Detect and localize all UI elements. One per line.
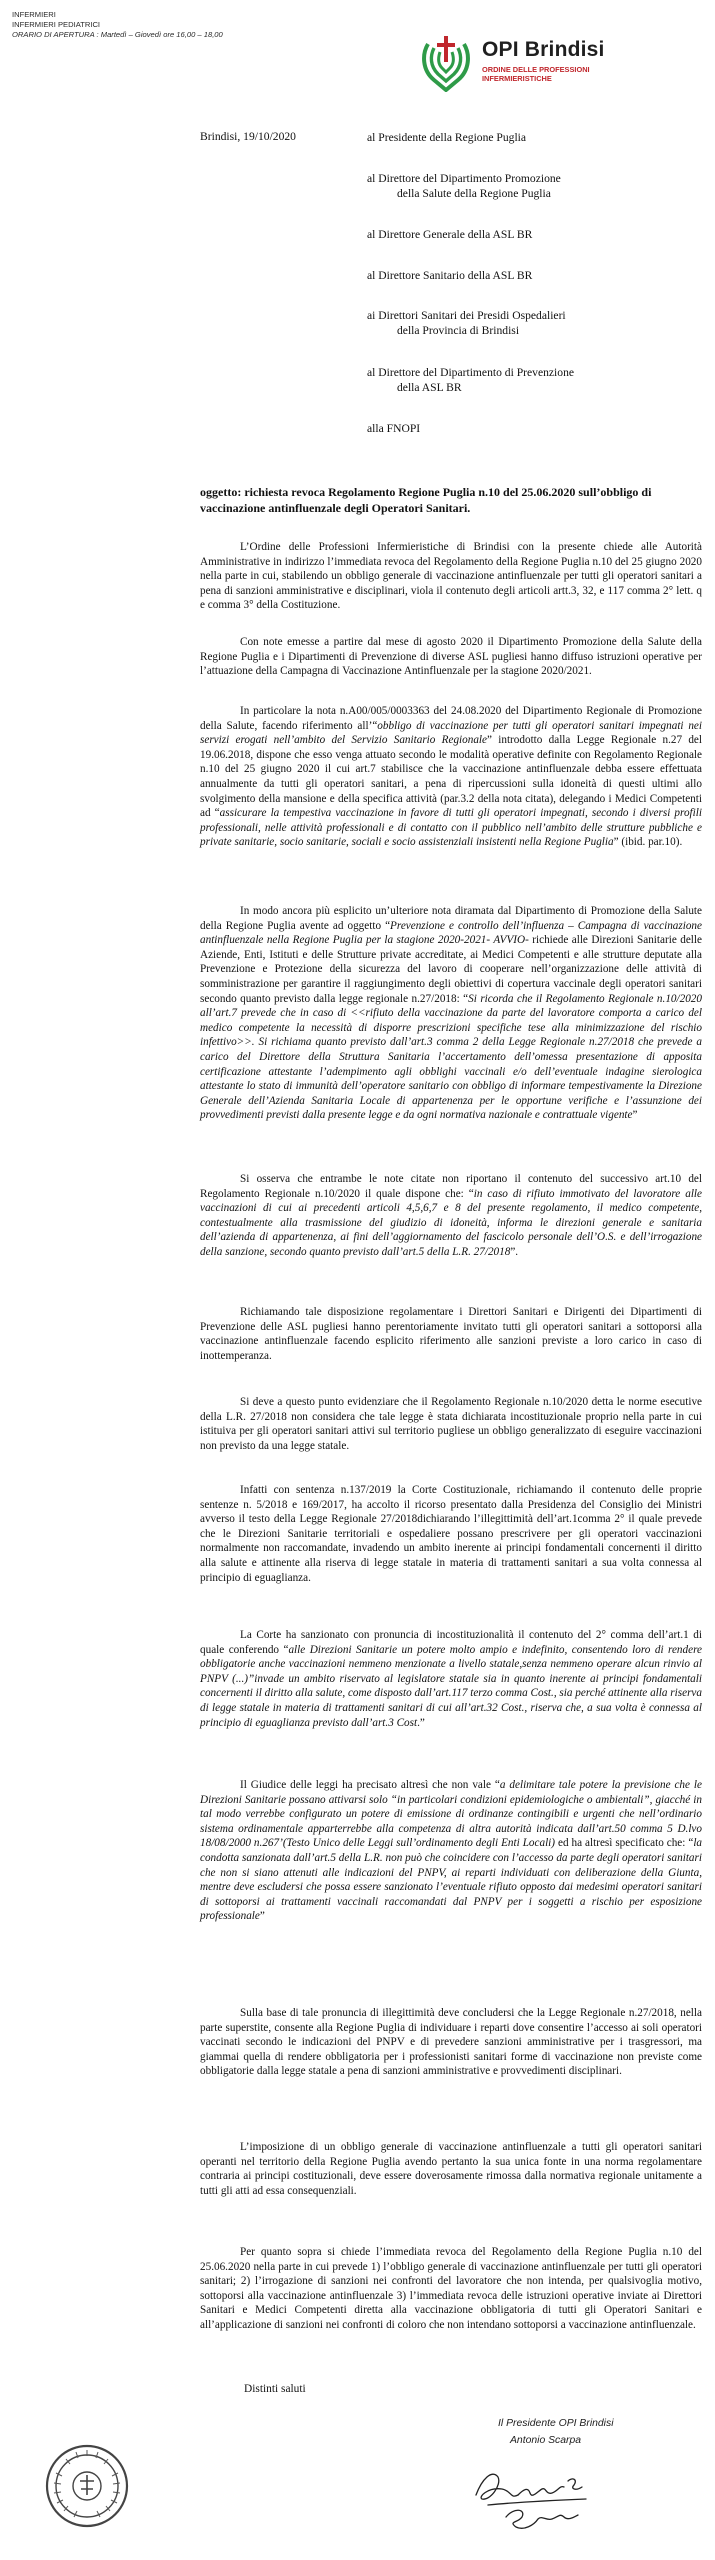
text: ” xyxy=(259,1910,265,1923)
recipient-7 xyxy=(367,421,697,436)
recipient-line-2: della ASL BR xyxy=(397,381,462,394)
quote: la condotta sanzionata dall’art.5 della L.R. non può che coincidere con l’accesso da parte degli operatori sanitari che non si siano attenuti alle indicazioni del PNPV, ai reparti individuati con deliberazione della Giunta, mentre deve escludersi che possa essere sanzionato l’eventuale rifiuto opposto dai medesimi operatori sanitari di sottoporsi ai trattamenti vaccinali raccomandati dal PNPV per i soggetti a rischio per esposizione professionale xyxy=(200,1837,703,1923)
quote: Prevenzione e controllo dell’influenza – Campagna di vaccinazione antinfluenzale nella Regione Puglia per la stagione 2020-2021- AVVIO xyxy=(200,919,702,947)
quote: a delimitare tale potere la previsione che le Direzioni Sanitarie possano attivarsi solo “in particolari condizioni epidemiologiche o ambientali”, giacché in tal modo verrebbe configurato un potere di emissione di ordinanze contingibili e urgenti che nell’ordinario sistema ordinamentale apparterrebbe alla competenza di altra autorità indicata dall’art.50 comma 5 D.lvo 18/08/2000 n.267’(Testo Unico delle Leggi sull’ordinamento degli Enti Locali) xyxy=(200,1779,702,1850)
official-stamp-icon xyxy=(44,2443,130,2529)
recipient-5 xyxy=(367,308,697,338)
quote: alle Direzioni Sanitarie un potere molto ampio e indefinito, consentendo loro di rendere obbligatorie anche vaccinazioni nemmeno menzionate a livello statale,senza nemmeno operare alcun rinvio al PNPV (...)”invade un ambito riservato al legislatore statale sia in quanto inerente ai principi fondamentali concernenti il diritto alla salute, come disposto dall’art.117 terzo comma Cost., sia perché attinente alla riserva di legge statale in materia di trattamenti sanitari di cui all’art.32 Cost., riserva che, a sua volta è connessa al principio di eguaglianza previsto dall’art.3 Cost xyxy=(200,1643,702,1729)
letter-subject: oggetto: richiesta revoca Regolamento Regione Puglia n.10 del 25.06.2020 sull’obbligo di vaccinazione antinfluenzale degli Operatori Sanitari. xyxy=(200,485,652,515)
opi-logo-icon xyxy=(418,34,474,92)
org-subtitle-line-2: INFERMIERISTICHE xyxy=(482,74,552,83)
signatory-title: Il Presidente OPI Brindisi xyxy=(498,2418,614,2429)
recipient-line: al Direttore Generale della ASL BR xyxy=(367,228,533,241)
closing-greeting: Distinti saluti xyxy=(244,2383,306,2395)
recipient-2 xyxy=(367,171,697,201)
paragraph-11: Sulla base di tale pronuncia di illegittimità deve concludersi che la Legge Regionale n.27/2018, nella parte superstite, consente alla Regione Puglia di individuare i reparti dove consentire l’accesso ai soli operatori vaccinati secondo le indicazioni del PNPV e di prevedere sanzioni amministrative per i trasgressori, ma giammai quella di rendere obbligatoria per i professionisti sanitari forme di vaccinazione non previste come obbligatorie dalla legge statale a pena di sanzioni amministrative e provvedimenti disciplinari. xyxy=(200,2007,702,2078)
text: ”. xyxy=(510,1245,519,1258)
quote: obbligo di vaccinazione per tutti gli operatori sanitari impegnati nei servizi erogati nell’ambito del Servizio Sanitario Regionale xyxy=(200,719,702,747)
text: ” xyxy=(632,1109,638,1122)
recipient-line: al Presidente della Regione Puglia xyxy=(367,131,527,144)
text: Il Giudice delle leggi ha precisato altresì che non vale “ xyxy=(240,1779,500,1791)
text: La Corte ha sanzionato con pronuncia di incostituzionalità il contenuto del 2° comma dell’art.1 di quale conferendo “ xyxy=(200,1629,702,1656)
text: .” xyxy=(417,1716,425,1729)
recipient-line: al Direttore Sanitario della ASL BR xyxy=(367,269,533,282)
org-subtitle xyxy=(482,65,590,83)
paragraph-9 xyxy=(200,1628,702,1730)
text: ” introdotto dalla Legge Regionale n.27 del 19.06.2018, dispone che esso venga attuato secondo le modalità operative definite con Regolamento Regionale n.10 del 25 giugno 2020 il cui art.7 stabilisce che la vaccinazione antinfluenzale debba essere effettuata annualmente da tutti gli operatori sanitari, a pena di ripercussioni sulla idoneità di questi ultimi allo svolgimento della mansione e della specifica attività (par.3.2 della nota citata), delegando i Medici Competenti ad “ xyxy=(200,734,703,820)
text: ed ha altresì specificato che: “ xyxy=(558,1837,694,1850)
recipient-line-2: della Salute della Regione Puglia xyxy=(397,187,551,200)
recipient-6 xyxy=(367,365,697,395)
recipient-line: ai Direttori Sanitari dei Presidi Ospedalieri xyxy=(367,309,566,322)
paragraph-1: L’Ordine delle Professioni Infermieristiche di Brindisi con la presente chiede alle Autorità Amministrative in indirizzo l’immediata revoca del Regolamento della Regione Puglia n.10 del 25 giugno 2020 nella parte in cui, stabilendo un obbligo generale di vaccinazione antinfluenzale per tutti gli operatori sanitari a pena di sanzioni amministrative e disciplinari, viola il contenuto degli articoli artt.3, 32, e 117 comma 2° lett. q e comma 3° della Costituzione. xyxy=(200,541,702,612)
paragraph-8: Infatti con sentenza n.137/2019 la Corte Costituzionale, richiamando il contenuto delle proprie sentenze n. 5/2018 e 169/2017, ha accolto il ricorso presentato dalla Presidenza del Consiglio dei Ministri avverso il testo della Legge Regionale 27/2018dichiarando l’illegittimità dell’art.1comma 2° il quale prevede che le Direzioni Sanitarie territoriali e ospedaliere possano prescrivere per gli operatori vaccinazioni normalmente non raccomandate, invadendo un ambito inerente ai principi fondamentali concernenti il diritto alla salute e attinente alla riserva di legge statale in materia di trattamenti sanitari a sua volta connessa al principio di eguaglianza. xyxy=(200,1484,702,1584)
paragraph-2: Con note emesse a partire dal mese di agosto 2020 il Dipartimento Promozione della Salute della Regione Puglia e i Dipartimenti di Prevenzione di diverse ASL pugliesi hanno diffuso istruzioni operative per l’attuazione della Campagna di Vaccinazione Antinfluenzale per la stagione 2020/2021. xyxy=(200,636,702,678)
quote: Si ricorda che il Regolamento Regionale n.10/2020 all’art.7 prevede che in caso di <<rifiuto della vaccinazione da parte del lavoratore comporta a carico del medico competente la necessità di disporre prescrizioni specifiche tese alla minimizzazione del rischio infettivo>>. Si richiama quanto previsto dall’art.3 comma 2 della Legge Regionale n.27/2018 che prevede a carico del Direttore della Struttura Sanitaria l’accertamento dell’omessa presentazione di apposita certificazione attestante l’adempimento agli obblighi vaccinali e/o dell’eventuale indagine sierologica attestante lo stato di immunità dell’operatore sanitario con obbligo di informare tempestivamente la Direzione Generale dell’Azienda Sanitaria Locale di appartenenza per le opportune verifiche e l’assunzione dei provvedimenti previsti dalla presente legge e da ogni normativa nazionale e contrattuale vigente xyxy=(200,992,702,1122)
text: - richiede alle Direzioni Sanitarie delle Aziende, Enti, Istituti e delle Strutture private accreditate, ai Medici Competenti e alle strutture deputate alla Prevenzione e Protezione della sicurezza del lavoro di cooperare nell’organizzazione delle attività di somministrazione per garantire il raggiungimento degli obiettivi di copertura vaccinale degli operatori sanitari secondo quanto previsto dalla legge regionale n.27/2018: “ xyxy=(200,934,702,1005)
office-line-2: INFERMIERI PEDIATRICI xyxy=(12,20,101,29)
quote: in caso di rifiuto immotivato del lavoratore alle vaccinazioni di cui ai precedenti articoli 4,5,6,7 e 8 del presente regolamento, il medico competente, contestualmente alla trasmissione del giudizio di idoneità, informa le direzioni generale e sanitaria dell’azienda di appartenenza, ai fini dell’aggiornamento del fascicolo personale dell’O.S. e dell’irrogazione della sanzione, secondo quanto previsto dall’art.5 della L.R. 27/2018 xyxy=(200,1187,702,1258)
paragraph-4 xyxy=(200,904,702,1123)
recipient-3 xyxy=(367,227,697,242)
signatory-name: Antonio Scarpa xyxy=(510,2435,582,2446)
paragraph-7: Si deve a questo punto evidenziare che il Regolamento Regionale n.10/2020 detta le norme esecutive della L.R. 27/2018 non considera che tale legge è stata dichiarata incostituzionale proprio nella parte in cui istituiva per gli operatori sanitari attivi sul territorio pugliese un obbligo generalizzato di eseguire vaccinazioni non previsto da una legge statale. xyxy=(200,1396,702,1452)
opening-hours: ORARIO DI APERTURA : Martedì – Giovedì ore 16,00 – 18,00 xyxy=(12,30,223,39)
text: In particolare la nota n.A00/005/0003363 del 24.08.2020 del Dipartimento Regionale di Promozione della Salute, facendo riferimento all’“ xyxy=(200,705,702,732)
recipient-1 xyxy=(367,130,697,145)
text: ” (ibid. par.10). xyxy=(613,836,683,849)
recipient-line-2: della Provincia di Brindisi xyxy=(397,324,520,337)
recipient-line: al Direttore del Dipartimento Promozione xyxy=(367,172,561,185)
recipient-line: al Direttore del Dipartimento di Prevenzione xyxy=(367,366,575,379)
office-line-1: INFERMIERI xyxy=(12,10,56,19)
text: In modo ancora più esplicito un’ulteriore nota diramata dal Dipartimento di Promozione della Salute della Regione Puglia avente ad oggetto “ xyxy=(200,905,702,932)
quote: assicurare la tempestiva vaccinazione in favore di tutti gli operatori impegnati, secondo i diversi profili professionali, nelle attività professionali e di contatto con il pubblico nell’ambito delle strutture pubbliche e private sanitarie, socio sanitarie, sociali e socio assistenziali insistenti nella Regione Puglia xyxy=(200,807,702,849)
text: Si osserva che entrambe le note citate non riportano il contenuto del successivo art.10 del Regolamento Regionale n.10/2020 il quale dispone che: “ xyxy=(200,1173,702,1200)
letter-date: Brindisi, 19/10/2020 xyxy=(200,130,296,143)
office-info xyxy=(12,10,223,40)
paragraph-5 xyxy=(200,1172,702,1260)
paragraph-13: Per quanto sopra si chiede l’immediata revoca del Regolamento della Regione Puglia n.10 del 25.06.2020 nella parte in cui prevede 1) l’obbligo generale di vaccinazione antinfluenzale per tutti gli operatori sanitari; 2) l’irrogazione di sanzioni nei confronti del lavoratore che non intenda, per qualsivoglia motivo, sottoporsi alla vaccinazione antinfluenzale 3) l’immediata revoca delle istruzioni operative inviate ai Direttori Sanitari e Medici Competenti diretta alla vaccinazione obbligatoria di tutti gli Operatori Sanitari e all’applicazione di sanzioni nei confronti di coloro che non intendano sottoporsi a vaccinazione antinfluenzale. xyxy=(200,2246,702,2331)
paragraph-10 xyxy=(200,1778,702,1924)
handwritten-signature-icon xyxy=(468,2455,608,2545)
paragraph-3 xyxy=(200,704,702,850)
paragraph-12: L’imposizione di un obbligo generale di vaccinazione antinfluenzale a tutti gli operatori sanitari operanti nel territorio della Regione Puglia avendo pertanto la sua unica fonte in una norma regolamentare contraria ai principi costituzionali, deve essere doverosamente rimossa dalla normativa regionale unitamente a tutti gli atti ad essa consequenziali. xyxy=(200,2141,702,2197)
org-subtitle-line-1: ORDINE DELLE PROFESSIONI xyxy=(482,65,590,74)
org-name: OPI Brindisi xyxy=(482,38,605,61)
recipient-line: alla FNOPI xyxy=(367,422,421,435)
paragraph-6: Richiamando tale disposizione regolamentare i Direttori Sanitari e Dirigenti dei Dipartimenti di Prevenzione delle ASL pugliesi hanno perentoriamente invitato tutti gli operatori sanitari a sottoporsi alla vaccinazione antinfluenzale facendo esplicito riferimento alle sanzioni previste a loro carico in caso di inottemperanza. xyxy=(200,1306,702,1362)
recipient-4 xyxy=(367,268,697,283)
